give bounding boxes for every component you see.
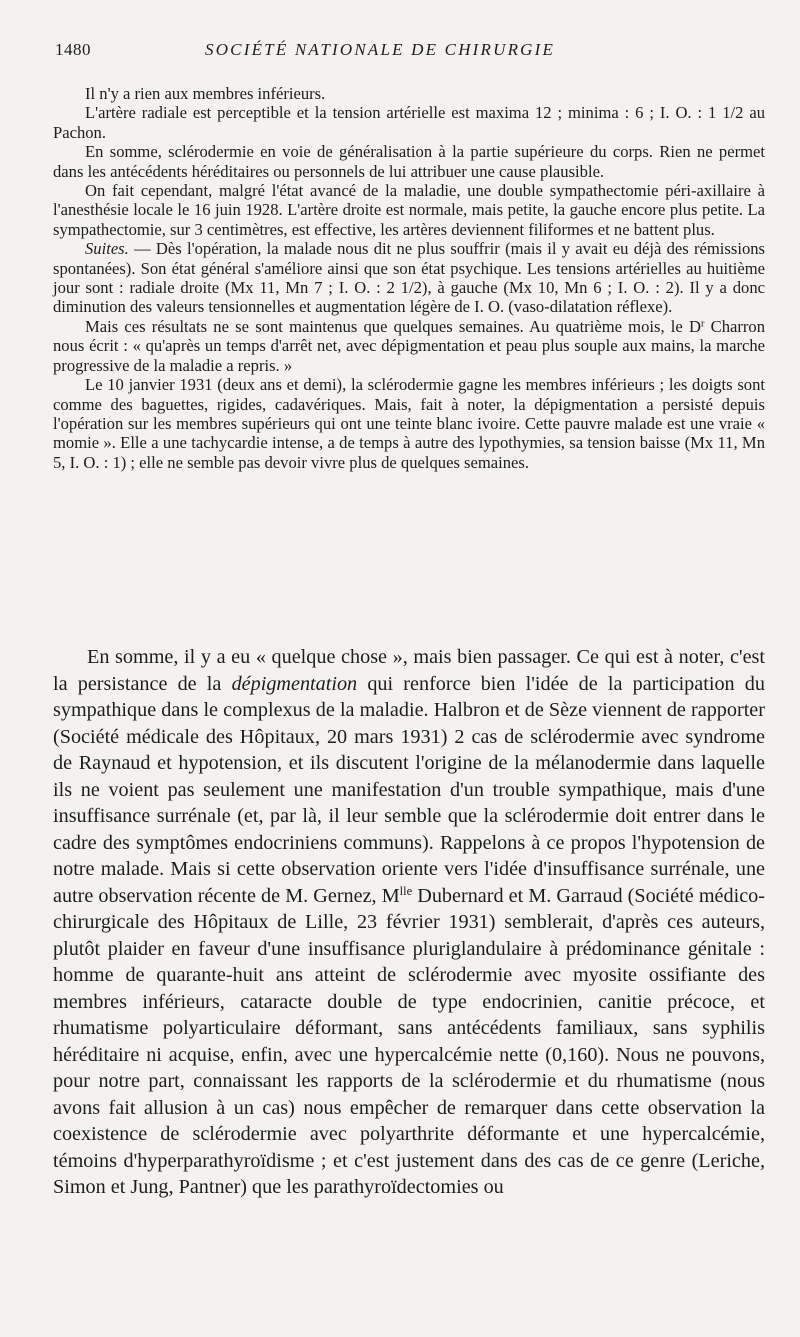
case-report (53, 84, 765, 472)
running-title: SOCIÉTÉ NATIONALE DE CHIRURGIE (205, 40, 556, 59)
emphasis: dépigmentation (231, 672, 358, 695)
discussion-text: En somme, il y a eu « quelque chose », mais bien passager. Ce qui est à noter, c'est la persistance de la (53, 646, 765, 695)
case-paragraph: Le 10 janvier 1931 (deux ans et demi), la sclérodermie gagne les membres inférieurs ; les doigts sont comme des baguettes, rigides, cadavériques. Mais, fait à noter, la dépigmentation a persisté depuis l'opération sur les membres supérieurs qui ont une teinte blanc ivoire. Cette pauvre malade est une vraie « momie ». Elle a une tachycardie intense, a de temps à autre des lypothymies, sa tension baisse (Mx 11, Mn 5, I. O. : 1) ; elle ne semble pas devoir vivre plus de quelques semaines. (53, 375, 765, 472)
page-number: 1480 (55, 40, 91, 59)
case-text: Charron nous écrit : « qu'après un temps d'arrêt net, avec dépigmentation et peau plus souple aux mains, la marche progressive de la maladie a repris. » (53, 316, 766, 375)
case-paragraph: Il n'y a rien aux membres inférieurs. (85, 84, 326, 103)
suites-text: — Dès l'opération, la malade nous dit ne plus souffrir (mais il y avait eu déjà des rémissions spontanées). Son état général s'améliore ainsi que son état psychique. Les tensions artérielles au huitième jour sont : radiale droite (Mx 11, Mn 7 ; I. O. : 2 1/2), à gauche (Mx 10, Mn 6 ; I. O. : 2). Il y a donc diminution des valeurs tensionnelles et augmentation légère de I. O. (vaso-dilatation réflexe). (53, 239, 765, 317)
case-paragraph: En somme, sclérodermie en voie de généralisation à la partie supérieure du corps. Rien ne permet dans les antécédents héréditaires ou personnels de lui attribuer une cause plausible. (53, 142, 765, 181)
page-header (55, 40, 775, 64)
case-paragraph: On fait cependant, malgré l'état avancé de la maladie, une double sympathectomie péri-axillaire à l'anesthésie locale le 16 juin 1928. L'artère droite est normale, mais petite, la gauche encore plus petite. La sympathectomie, sur 3 centimètres, est effective, les artères deviennent filiformes et ne battent plus. (53, 181, 765, 239)
case-paragraph (53, 239, 765, 317)
case-paragraph: L'artère radiale est perceptible et la tension artérielle est maxima 12 ; minima : 6 ; I. O. : 1 1/2 au Pachon. (53, 103, 765, 142)
case-text: Mais ces résultats ne se sont maintenus que quelques semaines. Au quatrième mois, le D (85, 316, 701, 336)
superscript: lle (399, 883, 413, 898)
discussion-text: Dubernard et M. Garraud (Société médico-chirurgicale des Hôpitaux de Lille, 23 février 1931) semblerait, d'après ces auteurs, plutôt plaider en faveur d'une insuffisance pluriglandulaire à prédominance génitale : homme de quarante-huit ans atteint de sclérodermie avec myosite ossifiante des membres inférieurs, cataracte double de type endocrinien, canitie précoce, et rhumatisme polyarticulaire déformant, sans antécédents familiaux, sans syphilis héréditaire ni acquise, enfin, avec une hypercalcémie nette (0,160). Nous ne pouvons, pour notre part, connaissant les rapports de la sclérodermie et du rhumatisme (nous avons fait allusion à un cas) nous empêcher de remarquer dans cette observation la coexistence de sclérodermie avec polyarthrite déformante et une hypercalcémie, témoins d'hyperparathyroïdisme ; et c'est justement dans des cas de ce genre (Leriche, Simon et Jung, Pantner) que les parathyroïdectomies ou (53, 884, 765, 1198)
discussion-text: qui renforce bien l'idée de la participation du sympathique dans le complexus de la maladie. Halbron et de Sèze viennent de rapporter (Société médicale des Hôpitaux, 20 mars 1931) 2 cas de sclérodermie avec syndrome de Raynaud et hypotension, et ils discutent l'origine de la mélanodermie dans laquelle ils ne voient pas seulement une manifestation d'un trouble sympathique, mais d'une insuffisance surrénale (et, par là, il leur semble que la sclérodermie doit entrer dans le cadre des symptômes endocriniens communs). Rappelons à ce propos l'hypotension de notre malade. Mais si cette observation oriente vers l'idée d'insuffisance surrénale, une autre observation récente de M. Gernez, M (53, 672, 765, 907)
discussion-paragraph (53, 644, 765, 1201)
case-paragraph (53, 317, 765, 375)
discussion (53, 644, 765, 1201)
suites-label: Suites. (85, 239, 129, 259)
superscript: r (700, 318, 705, 330)
